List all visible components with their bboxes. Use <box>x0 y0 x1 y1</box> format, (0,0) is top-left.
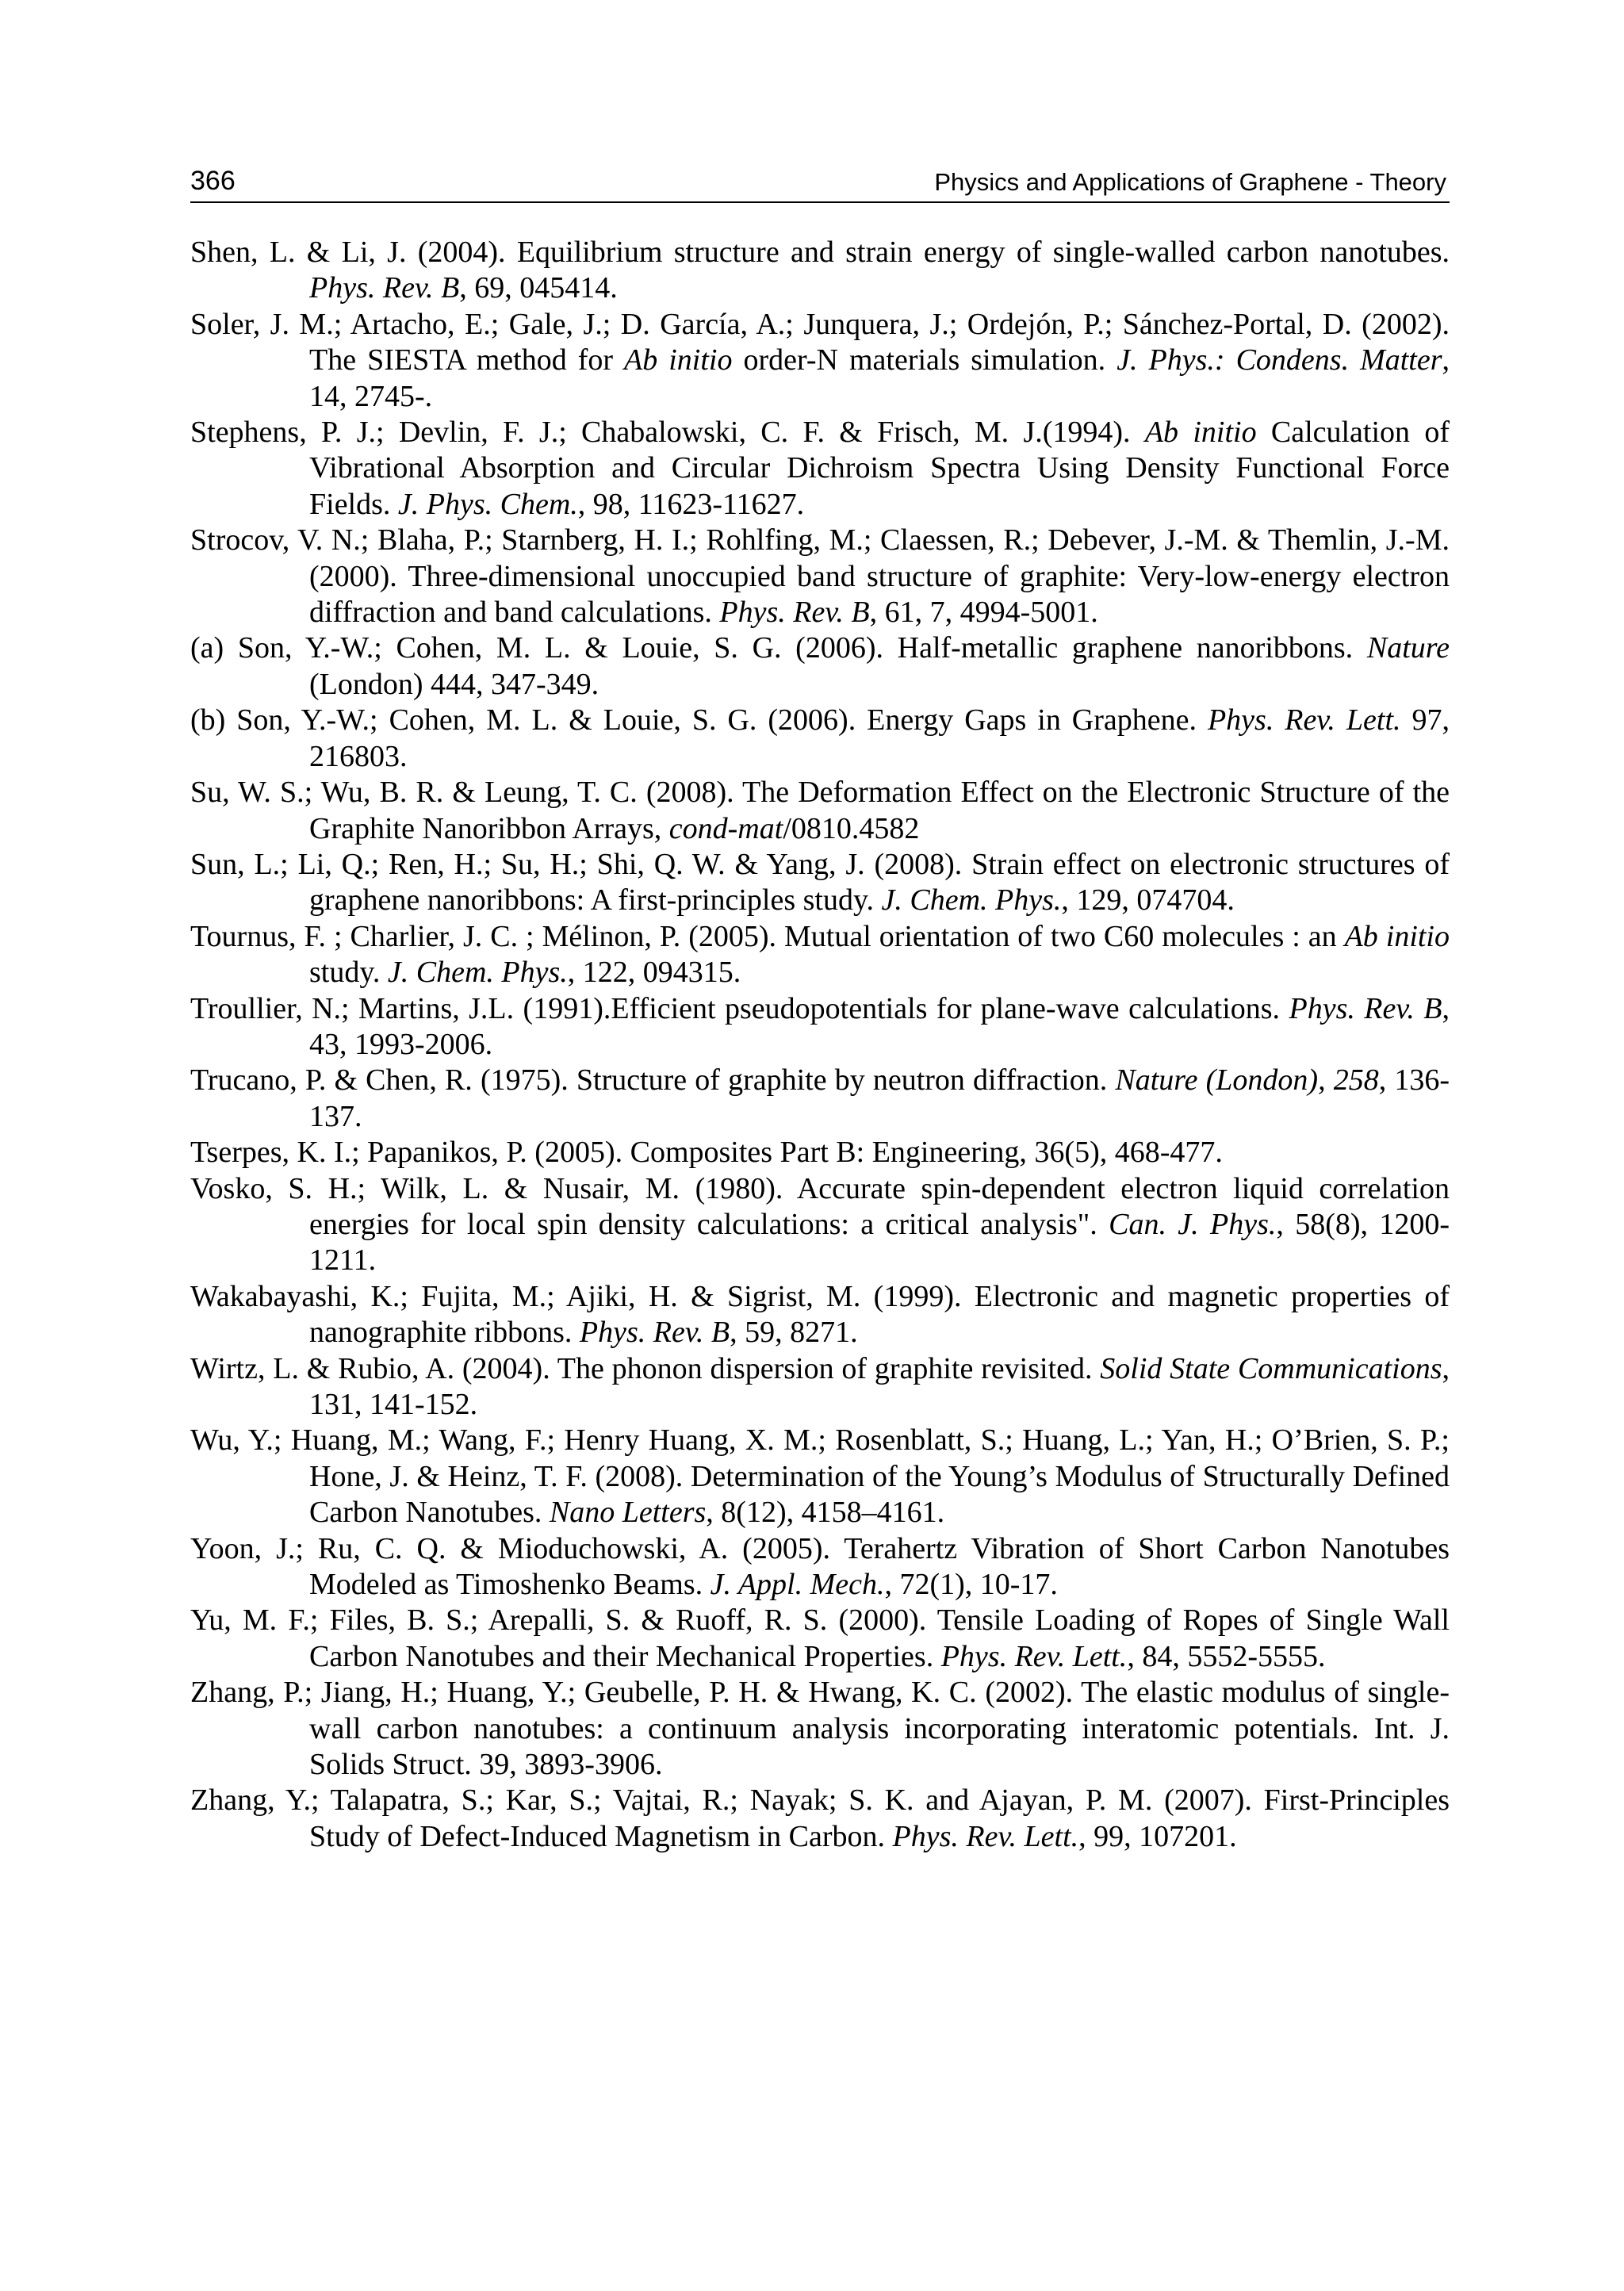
reference-text: , 14, 2745-. <box>309 343 1450 413</box>
reference-entry <box>190 415 1450 523</box>
reference-italic-text: Phys. Rev. B <box>719 596 870 630</box>
reference-text: , 98, 11623-11627. <box>577 487 805 521</box>
reference-text: Soler, J. M.; Artacho, E.; Gale, J.; D. García, A.; Junquera, J.; Ordejón, P.; Sánchez-Portal, D. (2002). The SIESTA method for <box>190 307 1450 377</box>
reference-text: Tournus, F. ; Charlier, J. C. ; Mélinon, P. (2005). Mutual orientation of two C60 molecules : an <box>190 919 1345 953</box>
reference-entry <box>190 1531 1450 1603</box>
reference-text: (a) Son, Y.-W.; Cohen, M. L. & Louie, S. G. (2006). Half-metallic graphene nanoribbons. <box>190 631 1367 665</box>
reference-text: , 72(1), 10-17. <box>884 1568 1058 1602</box>
reference-italic-text: Can. J. Phys. <box>1109 1207 1277 1241</box>
reference-text: Vosko, S. H.; Wilk, L. & Nusair, M. (1980). Accurate spin-dependent electron liquid correlation energies for local spin density calculations: a critical analysis". <box>190 1171 1450 1241</box>
reference-text: Zhang, P.; Jiang, H.; Huang, Y.; Geubelle, P. H. & Hwang, K. C. (2002). The elastic modulus of single-wall carbon nanotubes: a continuum analysis incorporating interatomic potentials. Int. J. Solids Struct. 39, 3893-3906. <box>190 1676 1450 1782</box>
reference-text: Wu, Y.; Huang, M.; Wang, F.; Henry Huang, X. M.; Rosenblatt, S.; Huang, L.; Yan, H.; O’Brien, S. P.; Hone, J. & Heinz, T. F. (2008). Determination of the Young’s Modulus of Structurally Defined Carbon Nanotubes. <box>190 1423 1450 1530</box>
reference-text: Strocov, V. N.; Blaha, P.; Starnberg, H. I.; Rohlfing, M.; Claessen, R.; Debever, J.-M. & Themlin, J.-M. (2000). Three-dimensional unoccupied band structure of graphite: Very-low-energy electron diffraction and band calculations. <box>190 523 1450 630</box>
reference-text: Yu, M. F.; Files, B. S.; Arepalli, S. & Ruoff, R. S. (2000). Tensile Loading of Ropes of Single Wall Carbon Nanotubes and their Mechanical Properties. <box>190 1603 1450 1673</box>
reference-entry <box>190 1675 1450 1783</box>
reference-text: , 136-137. <box>309 1063 1450 1133</box>
reference-italic-text: Nature (London), 258 <box>1115 1063 1379 1098</box>
reference-entry <box>190 1423 1450 1531</box>
reference-entry <box>190 1603 1450 1675</box>
reference-text: , 131, 141-152. <box>309 1351 1450 1421</box>
reference-italic-text: Phys. Rev. B <box>309 271 460 305</box>
reference-text: Zhang, Y.; Talapatra, S.; Kar, S.; Vajtai, R.; Nayak; S. K. and Ajayan, P. M. (2007). First-Principles Study of Defect-Induced Magnetism in Carbon. <box>190 1783 1450 1853</box>
reference-italic-text: Phys. Rev. Lett. <box>1207 703 1401 737</box>
reference-text: Tserpes, K. I.; Papanikos, P. (2005). Composites Part B: Engineering, 36(5), 468-477. <box>190 1136 1223 1170</box>
reference-text: , 61, 7, 4994-5001. <box>869 596 1098 630</box>
page-number: 366 <box>190 166 236 196</box>
reference-text: Stephens, P. J.; Devlin, F. J.; Chabalowski, C. F. & Frisch, M. J.(1994). <box>190 416 1145 450</box>
reference-text: Troullier, N.; Martins, J.L. (1991).Efficient pseudopotentials for plane-wave calculations. <box>190 991 1289 1025</box>
reference-text: Shen, L. & Li, J. (2004). Equilibrium structure and strain energy of single-walled carbon nanotubes. <box>190 236 1450 269</box>
reference-italic-text: Ab initio <box>1144 416 1257 450</box>
reference-text: , 59, 8271. <box>730 1316 858 1350</box>
reference-entry <box>190 1171 1450 1279</box>
reference-italic-text: Nature <box>1366 631 1450 665</box>
reference-text: Su, W. S.; Wu, B. R. & Leung, T. C. (2008). The Deformation Effect on the Electronic Structure of the Graphite Nanoribbon Arrays, <box>190 776 1450 845</box>
reference-text: Wirtz, L. & Rubio, A. (2004). The phonon dispersion of graphite revisited. <box>190 1351 1101 1385</box>
reference-entry <box>190 703 1450 775</box>
reference-italic-text: Phys. Rev. Lett. <box>892 1819 1079 1853</box>
reference-italic-text: Phys. Rev. B <box>1289 991 1442 1025</box>
reference-text: study. <box>309 956 388 990</box>
reference-text: , 122, 094315. <box>567 956 741 990</box>
reference-text: Calculation of Vibrational Absorption and Circular Dichroism Spectra Using Density Functional Force Fields. <box>309 416 1450 521</box>
reference-text: , 69, 045414. <box>459 271 618 305</box>
reference-italic-text: J. Appl. Mech. <box>710 1568 885 1602</box>
reference-italic-text: J. Phys. Chem. <box>397 487 578 521</box>
reference-italic-text: Solid State Communications <box>1100 1351 1442 1385</box>
reference-text: Wakabayashi, K.; Fujita, M.; Ajiki, H. & Sigrist, M. (1999). Electronic and magnetic properties of nanographite ribbons. <box>190 1279 1450 1350</box>
reference-entry <box>190 1351 1450 1423</box>
reference-italic-text: cond-mat <box>668 811 783 845</box>
reference-italic-text: J. Chem. Phys. <box>881 883 1062 918</box>
reference-entry <box>190 307 1450 415</box>
reference-list <box>190 235 1450 1855</box>
reference-text: Trucano, P. & Chen, R. (1975). Structure of graphite by neutron diffraction. <box>190 1063 1116 1098</box>
reference-entry <box>190 1783 1450 1855</box>
reference-italic-text: Ab initio <box>1344 919 1450 953</box>
reference-italic-text: Phys. Rev. B <box>579 1316 730 1350</box>
reference-italic-text: Phys. Rev. Lett. <box>940 1639 1128 1673</box>
reference-entry <box>190 1063 1450 1135</box>
reference-text: , 8(12), 4158–4161. <box>706 1496 945 1530</box>
reference-italic-text: J. Phys.: Condens. Matter <box>1116 343 1442 377</box>
running-title: Physics and Applications of Graphene - Theory <box>934 168 1446 196</box>
reference-text: , 43, 1993-2006. <box>309 991 1450 1061</box>
running-header <box>190 163 1450 203</box>
reference-text: order-N materials simulation. <box>732 343 1117 377</box>
reference-italic-text: J. Chem. Phys. <box>387 956 568 990</box>
reference-entry <box>190 775 1450 847</box>
reference-text: , 84, 5552-5555. <box>1127 1639 1326 1673</box>
reference-italic-text: Nano Letters <box>549 1496 707 1530</box>
reference-text: , 99, 107201. <box>1078 1819 1237 1853</box>
reference-text: (b) Son, Y.-W.; Cohen, M. L. & Louie, S. G. (2006). Energy Gaps in Graphene. <box>190 703 1208 737</box>
reference-text: (London) 444, 347-349. <box>309 667 599 701</box>
reference-entry <box>190 1135 1450 1170</box>
reference-text: /0810.4582 <box>783 811 920 845</box>
reference-entry <box>190 919 1450 991</box>
reference-italic-text: Ab initio <box>624 343 733 377</box>
reference-entry <box>190 991 1450 1063</box>
reference-text: , 58(8), 1200-1211. <box>309 1207 1450 1278</box>
reference-text: Yoon, J.; Ru, C. Q. & Mioduchowski, A. (2005). Terahertz Vibration of Short Carbon Nanotubes Modeled as Timoshenko Beams. <box>190 1531 1450 1602</box>
reference-entry <box>190 630 1450 703</box>
reference-entry <box>190 523 1450 630</box>
reference-entry <box>190 1279 1450 1351</box>
reference-text: , 129, 074704. <box>1061 883 1235 918</box>
reference-text: Sun, L.; Li, Q.; Ren, H.; Su, H.; Shi, Q. W. & Yang, J. (2008). Strain effect on electronic structures of graphene nanoribbons: A first-principles study. <box>190 847 1450 918</box>
reference-entry <box>190 235 1450 307</box>
reference-entry <box>190 847 1450 919</box>
reference-text: 97, 216803. <box>309 703 1450 773</box>
